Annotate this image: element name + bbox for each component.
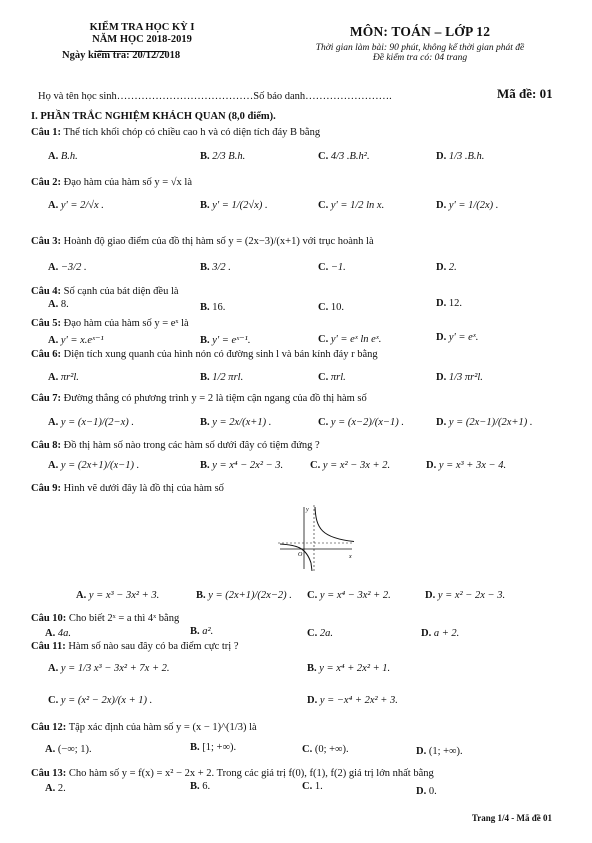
option-letter: D.: [416, 786, 427, 797]
q1-option-d: [436, 151, 484, 162]
student-info: Họ và tên học sinh…………………………………Số báo danh…………………….: [38, 91, 392, 102]
question-text: Hoành độ giao điểm của đồ thị hàm số y = (2x−3)/(x+1) với trục hoành là: [63, 236, 374, 247]
option-letter: B.: [307, 663, 317, 674]
q4-option-c: [318, 302, 344, 313]
q3-option-b: [200, 262, 231, 273]
q8-option-b: [200, 460, 283, 471]
question-text: Đạo hàm của hàm số y = √x là: [63, 177, 192, 188]
option-text: 1/2 πrl.: [212, 372, 244, 383]
option-letter: A.: [48, 372, 59, 383]
q8-option-c: [310, 460, 390, 471]
option-letter: D.: [416, 746, 427, 757]
option-text: 2/3 B.h.: [212, 151, 246, 162]
question-5: [31, 318, 189, 329]
option-letter: A.: [45, 744, 56, 755]
option-text: 16.: [212, 302, 226, 313]
question-text: Đồ thị hàm số nào trong các hàm số dưới đây có tiệm đứng ?: [63, 440, 320, 451]
question-6: [31, 349, 378, 360]
q5-option-d: [436, 332, 478, 343]
option-letter: D.: [436, 200, 447, 211]
option-letter: A.: [48, 299, 59, 310]
option-text: y = (x−1)/(2−x) .: [60, 417, 134, 428]
question-label: Câu 7:: [31, 393, 62, 404]
option-letter: D.: [426, 460, 437, 471]
option-text: y' = 1/(2√x) .: [212, 200, 268, 211]
question-text: Đạo hàm của hàm số y = eˣ là: [63, 318, 189, 329]
option-text: y = 1/3 x³ − 3x² + 7x + 2.: [60, 663, 170, 674]
q2-option-b: [200, 200, 268, 211]
option-letter: C.: [318, 262, 329, 273]
q13-option-d: [416, 786, 437, 797]
curve-right-branch: [315, 507, 354, 542]
option-text: 1/3 .B.h.: [448, 151, 485, 162]
question-11: [31, 641, 238, 652]
option-text: y' = eˣ.: [448, 332, 479, 343]
option-letter: C.: [302, 781, 313, 792]
option-letter: C.: [48, 695, 59, 706]
option-text: 1.: [314, 781, 323, 792]
q12-option-c: [302, 744, 349, 755]
question-label: Câu 12:: [31, 722, 67, 733]
option-text: y = x⁴ − 2x² − 3.: [212, 460, 284, 471]
option-text: (0; +∞).: [314, 744, 349, 755]
option-letter: D.: [436, 262, 447, 273]
option-text: y' = eˣ ln eˣ.: [330, 334, 382, 345]
option-letter: A.: [45, 628, 56, 639]
option-letter: D.: [436, 417, 447, 428]
q7-option-a: [48, 417, 134, 428]
option-letter: B.: [200, 335, 210, 346]
q3-option-a: [48, 262, 87, 273]
question-label: Câu 8:: [31, 440, 62, 451]
option-letter: B.: [200, 262, 210, 273]
option-letter: A.: [76, 590, 87, 601]
option-text: y = (2x−1)/(2x+1) .: [448, 417, 533, 428]
option-text: 3/2 .: [212, 262, 231, 273]
function-graph: [276, 503, 356, 573]
option-text: [1; +∞).: [202, 742, 237, 753]
option-letter: B.: [200, 200, 210, 211]
option-text: y = x² − 2x − 3.: [437, 590, 506, 601]
option-letter: A.: [48, 151, 59, 162]
option-text: y = (2x+1)/(2x−2) .: [208, 590, 292, 601]
question-9: [31, 483, 224, 494]
option-letter: B.: [190, 742, 200, 753]
exam-title: KIỂM TRA HỌC KỲ I: [89, 22, 195, 33]
option-letter: B.: [200, 460, 210, 471]
question-label: Câu 5:: [31, 318, 62, 329]
q10-option-a: [45, 628, 71, 639]
q2-option-c: [318, 200, 384, 211]
question-text: Hàm số nào sau đây có ba điểm cực trị ?: [68, 641, 239, 652]
origin-label: O: [298, 552, 303, 558]
option-text: πr²l.: [60, 372, 79, 383]
option-text: −1.: [330, 262, 346, 273]
option-text: y' = eˣ⁻¹.: [212, 335, 251, 346]
option-text: 0.: [428, 786, 437, 797]
option-letter: A.: [48, 663, 59, 674]
option-text: πrl.: [330, 372, 346, 383]
question-12: [31, 722, 257, 733]
option-letter: C.: [307, 590, 318, 601]
question-13: [31, 768, 434, 779]
q10-option-b: [190, 626, 213, 637]
option-letter: B.: [190, 781, 200, 792]
option-text: 10.: [330, 302, 344, 313]
question-label: Câu 11:: [31, 641, 66, 652]
option-letter: B.: [200, 372, 210, 383]
option-letter: D.: [436, 151, 447, 162]
curve-left-branch: [280, 544, 312, 571]
question-text: Tập xác định của hàm số y = (x − 1)^(1/3) là: [68, 722, 257, 733]
question-text: Đường thẳng có phương trình y = 2 là tiệm cận ngang của đồ thị hàm số: [63, 393, 367, 404]
q4-option-a: [48, 299, 69, 310]
header-rule: [96, 51, 166, 52]
q9-option-c: [307, 590, 391, 601]
option-text: 2a.: [319, 628, 333, 639]
question-text: Diện tích xung quanh của hình nón có đường sinh l và bán kính đáy r bằng: [63, 349, 378, 360]
option-letter: C.: [318, 302, 329, 313]
time-note: Thời gian làm bài: 90 phút, không kể thời gian phát đề: [315, 43, 525, 53]
option-letter: B.: [190, 626, 200, 637]
question-1: [31, 127, 320, 138]
option-text: (1; +∞).: [428, 746, 463, 757]
question-4: [31, 286, 179, 297]
q11-option-d: [307, 695, 398, 706]
q5-option-a: [48, 334, 104, 346]
option-letter: A.: [48, 335, 59, 346]
section-title: I. PHẦN TRẮC NGHIỆM KHÁCH QUAN (8,0 điểm).: [31, 111, 276, 122]
q6-option-d: [436, 372, 483, 383]
option-text: a + 2.: [433, 628, 460, 639]
option-text: y = x⁴ + 2x² + 1.: [319, 663, 391, 674]
q6-option-c: [318, 372, 346, 383]
option-letter: A.: [48, 460, 59, 471]
option-text: y' = 2/√x .: [60, 200, 104, 211]
exam-code: Mã đề: 01: [497, 86, 553, 101]
q4-option-d: [436, 298, 462, 309]
q8-option-a: [48, 460, 139, 471]
q6-option-a: [48, 372, 79, 383]
q1-option-c: [318, 151, 370, 162]
option-letter: C.: [318, 372, 329, 383]
option-letter: C.: [318, 200, 329, 211]
question-text: Số cạnh của bát diện đều là: [63, 286, 179, 297]
option-text: 4/3 .B.h².: [330, 151, 370, 162]
option-letter: C.: [310, 460, 321, 471]
q1-option-a: [48, 151, 78, 162]
question-text: Cho biết 2ˣ = a thì 4ˣ bằng: [68, 613, 180, 624]
q2-option-a: [48, 200, 104, 211]
q4-option-b: [200, 302, 225, 313]
option-letter: D.: [436, 298, 447, 309]
option-text: y = x² − 3x + 2.: [322, 460, 391, 471]
option-text: 8.: [60, 299, 69, 310]
option-letter: A.: [48, 262, 59, 273]
q2-option-d: [436, 200, 498, 211]
page-footer: Trang 1/4 - Mã đề 01: [471, 813, 552, 823]
option-text: y = (x² − 2x)/(x + 1) .: [60, 695, 153, 706]
option-letter: D.: [425, 590, 436, 601]
option-letter: A.: [48, 200, 59, 211]
q7-option-b: [200, 417, 271, 428]
subject-title: MÔN: TOÁN – LỚP 12: [349, 24, 491, 39]
option-text: y = 2x/(x+1) .: [212, 417, 272, 428]
option-text: y = −x⁴ + 2x² + 3.: [319, 695, 398, 706]
q7-option-d: [436, 417, 533, 428]
q3-option-c: [318, 262, 346, 273]
question-3: [31, 236, 374, 247]
option-text: 2.: [448, 262, 457, 273]
q1-option-b: [200, 151, 245, 162]
question-label: Câu 2:: [31, 177, 62, 188]
option-text: −3/2 .: [60, 262, 87, 273]
option-letter: C.: [302, 744, 313, 755]
exam-date: Ngày kiểm tra: 20/12/2018: [62, 50, 181, 61]
q5-option-b: [200, 334, 250, 346]
q10-option-c: [307, 628, 333, 639]
q9-option-d: [425, 590, 505, 601]
option-text: y = (x−2)/(x−1) .: [330, 417, 404, 428]
option-letter: C.: [318, 151, 329, 162]
q3-option-d: [436, 262, 457, 273]
page-count-note: Đề kiểm tra có: 04 trang: [372, 53, 468, 63]
q11-option-c: [48, 695, 152, 706]
question-text: Hình vẽ dưới đây là đồ thị của hàm số: [63, 483, 224, 494]
option-letter: C.: [307, 628, 318, 639]
school-year: NĂM HỌC 2018-2019: [92, 34, 192, 45]
q5-option-c: [318, 334, 381, 345]
option-letter: A.: [45, 783, 56, 794]
question-10: [31, 613, 179, 624]
option-text: 1/3 πr²l.: [448, 372, 483, 383]
option-letter: D.: [436, 372, 447, 383]
option-text: B.h.: [60, 151, 78, 162]
subject-header: [270, 24, 570, 63]
question-label: Câu 1:: [31, 127, 62, 138]
option-text: y = x³ − 3x² + 3.: [88, 590, 160, 601]
question-label: Câu 3:: [31, 236, 62, 247]
q13-option-c: [302, 781, 323, 792]
x-axis-label: x: [349, 554, 352, 560]
q9-option-b: [196, 590, 292, 601]
q13-option-b: [190, 781, 210, 792]
option-text: y' = x.eˣ⁻¹: [60, 335, 104, 346]
option-letter: B.: [200, 151, 210, 162]
school-header: [62, 22, 222, 62]
option-text: a².: [202, 626, 214, 637]
option-letter: B.: [200, 302, 210, 313]
q12-option-d: [416, 746, 463, 757]
option-text: 2.: [57, 783, 66, 794]
option-text: y = (2x+1)/(x−1) .: [60, 460, 140, 471]
q13-option-a: [45, 783, 66, 794]
question-2: [31, 177, 192, 188]
option-text: (−∞; 1).: [57, 744, 92, 755]
question-text: Thể tích khối chóp có chiều cao h và có diện tích đáy B bằng: [63, 127, 321, 138]
question-7: [31, 393, 367, 404]
option-text: 4a.: [57, 628, 71, 639]
option-letter: D.: [307, 695, 318, 706]
option-letter: B.: [200, 417, 210, 428]
option-text: 12.: [448, 298, 462, 309]
option-text: 6.: [202, 781, 211, 792]
question-label: Câu 6:: [31, 349, 62, 360]
q9-option-a: [76, 590, 159, 601]
option-letter: D.: [421, 628, 432, 639]
y-axis-label: y: [306, 507, 309, 513]
question-label: Câu 10:: [31, 613, 67, 624]
option-text: y' = 1/(2x) .: [448, 200, 499, 211]
question-text: Cho hàm số y = f(x) = x² − 2x + 2. Trong các giá trị f(0), f(1), f(2) giá trị lớn nhất bằng: [68, 768, 434, 779]
q8-option-d: [426, 460, 506, 471]
q10-option-d: [421, 628, 459, 639]
option-letter: B.: [196, 590, 206, 601]
q11-option-a: [48, 663, 170, 674]
question-label: Câu 4:: [31, 286, 62, 297]
option-text: y = x³ + 3x − 4.: [438, 460, 507, 471]
option-letter: A.: [48, 417, 59, 428]
q12-option-b: [190, 742, 236, 753]
option-text: y' = 1/2 ln x.: [330, 200, 385, 211]
q7-option-c: [318, 417, 404, 428]
option-letter: C.: [318, 417, 329, 428]
question-8: [31, 440, 320, 451]
question-label: Câu 9:: [31, 483, 62, 494]
q12-option-a: [45, 744, 92, 755]
question-label: Câu 13:: [31, 768, 67, 779]
q6-option-b: [200, 372, 243, 383]
q11-option-b: [307, 663, 390, 674]
option-text: y = x⁴ − 3x² + 2.: [319, 590, 391, 601]
option-letter: D.: [436, 332, 447, 343]
option-letter: C.: [318, 334, 329, 345]
